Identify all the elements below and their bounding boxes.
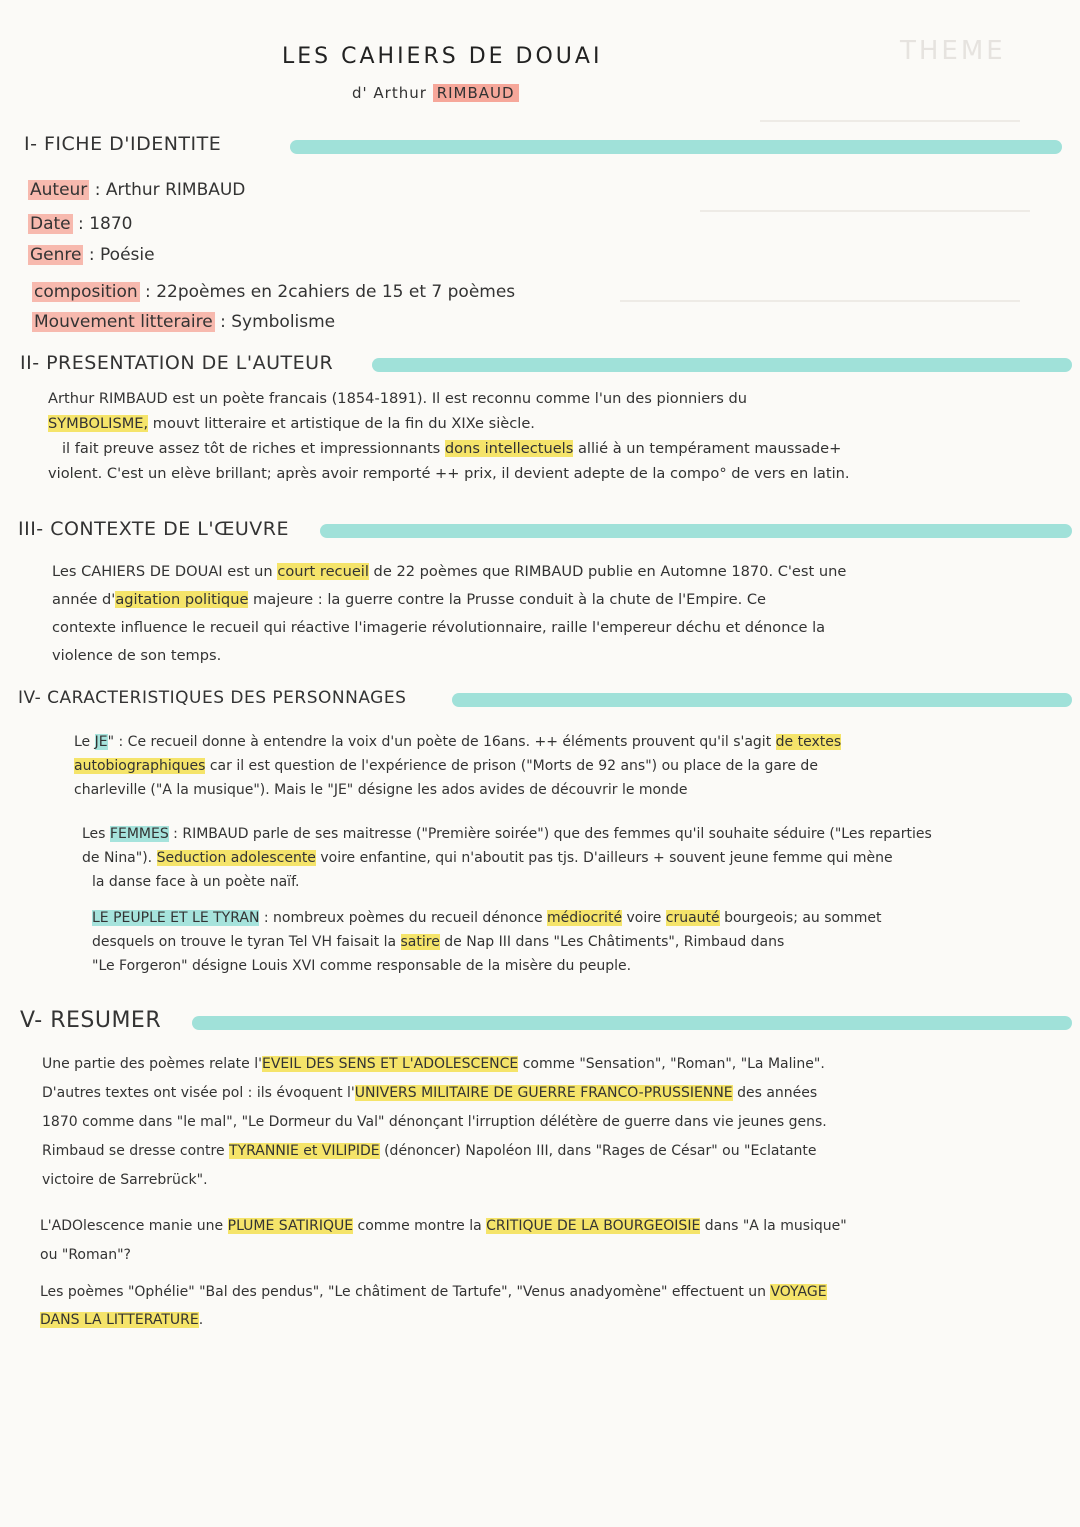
document-subtitle xyxy=(352,84,519,102)
text-line: 1870 comme dans "le mal", "Le Dormeur du Val" dénonçant l'irruption délétère de guerre dans vie jeunes gens. xyxy=(42,1114,827,1130)
text-run: dans "A la musique" xyxy=(700,1218,847,1234)
text-run: de 22 poèmes que RIMBAUD publie en Automne 1870. C'est une xyxy=(368,563,847,580)
text-line: charleville ("A la musique"). Mais le "JE" désigne les ados avides de découvrir le monde xyxy=(74,782,688,798)
field-separator: : xyxy=(139,282,157,302)
highlight: Seduction adolescente xyxy=(156,850,316,866)
text-run: Le xyxy=(74,734,95,750)
text-run: (dénoncer) Napoléon III, dans "Rages de César" ou "Eclatante xyxy=(379,1143,817,1159)
show-through-line xyxy=(700,210,1030,212)
character-peuple-tyran xyxy=(92,906,1052,978)
text-line xyxy=(82,822,1052,846)
summary-paragraph-2 xyxy=(40,1212,1065,1270)
section-title-context: III- CONTEXTE DE L'ŒUVRE xyxy=(18,518,290,540)
text-run: bourgeois; au sommet xyxy=(719,910,882,926)
text-line: contexte influence le recueil qui réactive l'imagerie révolutionnaire, raille l'empereur déchu et dénonce la xyxy=(52,619,826,636)
text-line xyxy=(52,558,1062,586)
text-run: comme montre la xyxy=(353,1218,487,1234)
field-value: 22poèmes en 2cahiers de 15 et 7 poèmes xyxy=(156,282,516,302)
section-title-author: II- PRESENTATION DE L'AUTEUR xyxy=(20,352,334,374)
highlight: JE xyxy=(94,734,108,750)
field-label: Genre xyxy=(30,245,82,265)
text-run: " : Ce recueil donne à entendre la voix d'un poète de 16ans. ++ éléments prouvent qu'il s'agit xyxy=(107,734,776,750)
text-run: : RIMBAUD parle de ses maitresse ("Première soirée") que des femmes qu'il souhaite séduire ("Les reparties xyxy=(168,826,932,842)
highlight: EVEIL DES SENS ET L'ADOLESCENCE xyxy=(261,1056,519,1072)
highlight: SYMBOLISME, xyxy=(48,415,149,432)
text-line xyxy=(40,1278,1065,1306)
text-run: voire enfantine, qui n'aboutit pas tjs. D'ailleurs + souvent jeune femme qui mène xyxy=(315,850,893,866)
text-line: "Le Forgeron" désigne Louis XVI comme responsable de la misère du peuple. xyxy=(92,958,632,974)
section-title-characters: IV- CARACTERISTIQUES DES PERSONNAGES xyxy=(18,688,407,708)
character-femmes xyxy=(82,822,1052,894)
text-run: . xyxy=(198,1312,204,1328)
text-run: Rimbaud se dresse contre xyxy=(42,1143,230,1159)
text-line xyxy=(82,846,1052,870)
highlight: TYRANNIE et VILIPIDE xyxy=(229,1143,380,1159)
text-run: comme "Sensation", "Roman", "La Maline". xyxy=(518,1056,825,1072)
summary-paragraph-1 xyxy=(42,1050,1067,1195)
section-underline-bar xyxy=(452,693,1072,707)
text-run: Les xyxy=(82,826,110,842)
field-value: Poésie xyxy=(100,245,155,265)
subtitle-prefix: d' Arthur xyxy=(352,84,427,102)
text-run: Les poèmes "Ophélie" "Bal des pendus", "Le châtiment de Tartufe", "Venus anadyomène" effectuent un xyxy=(40,1284,771,1300)
text-line xyxy=(92,906,1052,930)
highlight: autobiographiques xyxy=(74,758,206,774)
highlight: dons intellectuels xyxy=(444,440,574,457)
text-line: violent. C'est un elève brillant; après avoir remporté ++ prix, il devient adepte de la compo° de vers en latin. xyxy=(48,465,850,482)
text-line xyxy=(40,1306,1065,1334)
identity-field xyxy=(32,282,515,302)
field-separator: : xyxy=(89,180,106,200)
field-value: 1870 xyxy=(89,214,133,234)
identity-field xyxy=(32,312,335,332)
field-label: Date xyxy=(30,214,71,234)
text-line xyxy=(48,436,1058,461)
section-underline-bar xyxy=(192,1016,1072,1030)
highlight: DANS LA LITTERATURE xyxy=(40,1312,199,1328)
text-line xyxy=(52,586,1062,614)
highlight: UNIVERS MILITAIRE DE GUERRE FRANCO-PRUSSIENNE xyxy=(354,1085,733,1101)
text-run: il fait preuve assez tôt de riches et impressionnants xyxy=(62,440,445,457)
character-je xyxy=(74,730,1044,802)
text-run: des années xyxy=(732,1085,818,1101)
section-underline-bar xyxy=(320,524,1072,538)
text-line xyxy=(42,1050,1067,1079)
field-label: composition xyxy=(34,282,138,302)
text-run: année d' xyxy=(52,591,116,608)
text-run: allié à un tempérament maussade+ xyxy=(573,440,842,457)
section-title-summary: V- RESUMER xyxy=(20,1008,162,1033)
text-line xyxy=(74,754,1044,778)
author-name: RIMBAUD xyxy=(433,84,519,102)
text-line: violence de son temps. xyxy=(52,647,222,664)
field-label: Mouvement litteraire xyxy=(34,312,213,332)
text-line xyxy=(48,411,1058,436)
text-run: Une partie des poèmes relate l' xyxy=(42,1056,262,1072)
highlight: satire xyxy=(400,934,440,950)
text-line: Arthur RIMBAUD est un poète francais (1854-1891). Il est reconnu comme l'un des pionniers du xyxy=(48,390,747,407)
highlight: court recueil xyxy=(277,563,369,580)
text-run: majeure : la guerre contre la Prusse conduit à la chute de l'Empire. Ce xyxy=(248,591,767,608)
section-title-identity: I- FICHE D'IDENTITE xyxy=(24,133,222,155)
field-separator: : xyxy=(214,312,232,332)
highlight: CRITIQUE DE LA BOURGEOISIE xyxy=(486,1218,701,1234)
text-run: car il est question de l'expérience de prison ("Morts de 92 ans") ou place de la gare de xyxy=(205,758,818,774)
highlight: médiocrité xyxy=(547,910,623,926)
text-run: L'ADOlescence manie une xyxy=(40,1218,228,1234)
field-value: Symbolisme xyxy=(231,312,336,332)
highlight: PLUME SATIRIQUE xyxy=(227,1218,354,1234)
identity-field xyxy=(28,245,155,265)
text-run: desquels on trouve le tyran Tel VH faisait la xyxy=(92,934,401,950)
field-separator: : xyxy=(83,245,101,265)
context-paragraph xyxy=(52,558,1062,670)
text-run: mouvt litteraire et artistique de la fin du XIXe siècle. xyxy=(148,415,535,432)
text-run: D'autres textes ont visée pol : ils évoquent l' xyxy=(42,1085,355,1101)
show-through-line xyxy=(760,120,1020,122)
text-run: : nombreux poèmes du recueil dénonce xyxy=(259,910,548,926)
section-underline-bar xyxy=(372,358,1072,372)
text-line: victoire de Sarrebrück". xyxy=(42,1172,208,1188)
field-label: Auteur xyxy=(30,180,88,200)
highlight: VOYAGE xyxy=(770,1284,827,1300)
text-run: de Nap III dans "Les Châtiments", Rimbaud dans xyxy=(439,934,785,950)
show-through-line xyxy=(620,300,1020,302)
text-line xyxy=(40,1212,1065,1241)
field-value: Arthur RIMBAUD xyxy=(105,180,246,200)
text-line xyxy=(42,1137,1067,1166)
text-run: de Nina"). xyxy=(82,850,157,866)
text-line: la danse face à un poète naïf. xyxy=(92,874,300,890)
text-line: ou "Roman"? xyxy=(40,1247,131,1263)
identity-field xyxy=(28,180,245,200)
field-separator: : xyxy=(72,214,90,234)
text-run: Les CAHIERS DE DOUAI est un xyxy=(52,563,278,580)
text-line xyxy=(92,930,1052,954)
show-through-text: THEME xyxy=(900,36,1006,66)
text-line xyxy=(42,1079,1067,1108)
highlight: cruauté xyxy=(665,910,720,926)
highlight: FEMMES xyxy=(109,826,169,842)
highlight: agitation politique xyxy=(115,591,249,608)
author-paragraph xyxy=(48,386,1058,486)
summary-paragraph-3 xyxy=(40,1278,1065,1334)
text-run: voire xyxy=(622,910,666,926)
highlight: LE PEUPLE ET LE TYRAN xyxy=(92,910,260,926)
identity-field xyxy=(28,214,132,234)
text-line xyxy=(74,730,1044,754)
highlight: de textes xyxy=(775,734,842,750)
document-title: LES CAHIERS DE DOUAI xyxy=(282,44,603,69)
section-underline-bar xyxy=(290,140,1062,154)
